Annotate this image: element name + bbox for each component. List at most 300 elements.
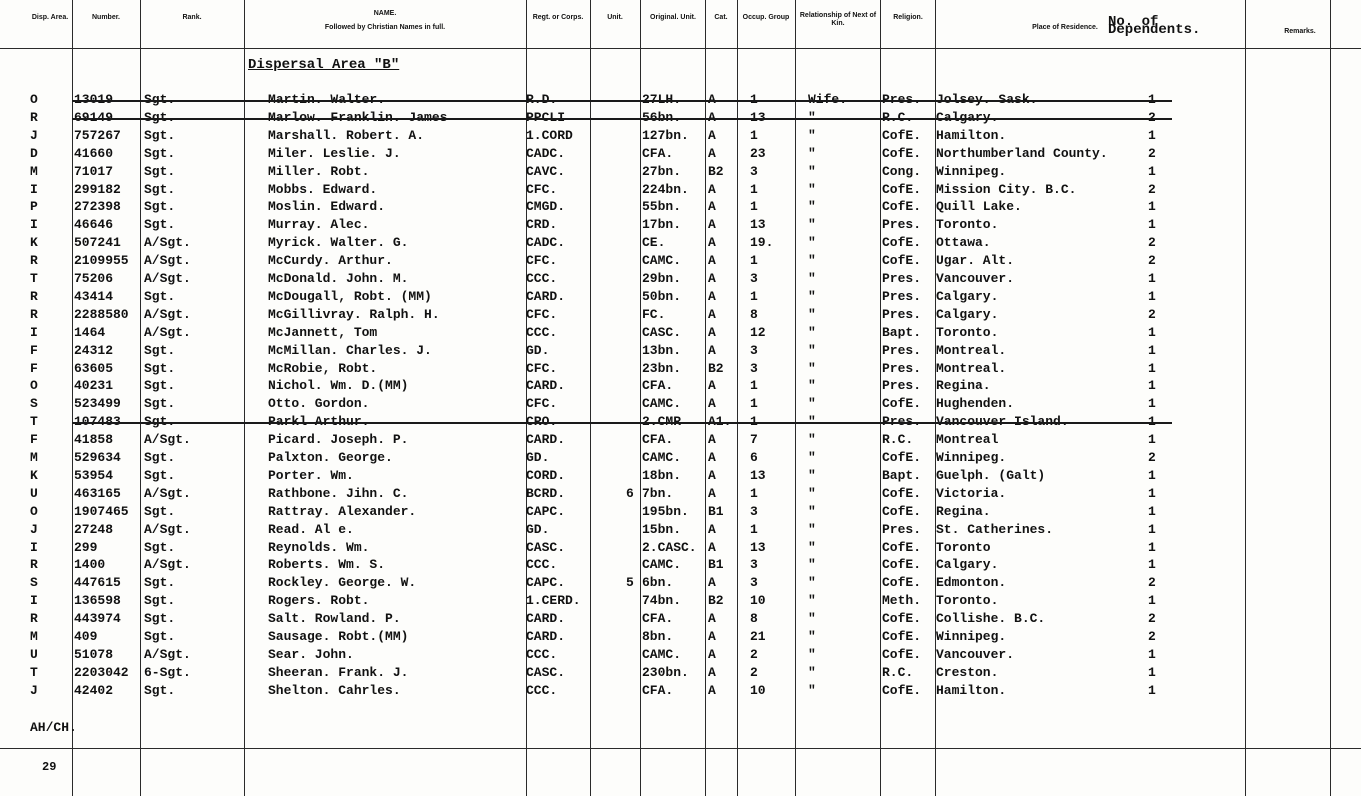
footer-initials: AH/CH.: [30, 720, 77, 735]
row-dependents: 1: [1148, 432, 1156, 448]
row-rank: Sgt.: [144, 593, 176, 609]
row-place: Hamilton.: [936, 682, 1007, 698]
table-row: [0, 128, 1361, 144]
row-dependents: 1: [1148, 396, 1156, 412]
row-dependents: 1: [1148, 521, 1156, 537]
row-rank: Sgt.: [144, 611, 176, 627]
row-occup-group: 1: [750, 288, 758, 304]
row-place: Toronto.: [936, 324, 999, 340]
row-religion: CofE.: [882, 629, 922, 644]
row-number: 42402: [74, 682, 114, 698]
row-religion: R.C.: [882, 432, 914, 448]
row-place: Montreal: [936, 432, 999, 448]
row-relationship: ": [808, 467, 816, 483]
header-disp-area: Disp. Area.: [31, 14, 69, 21]
table-row: [0, 629, 1361, 645]
row-dependents: 2: [1148, 145, 1156, 161]
row-name: McDougall, Robt. (MM): [268, 288, 432, 304]
row-regt: CFC.: [526, 396, 558, 412]
row-original-unit: 50bn.: [642, 288, 682, 304]
row-religion: Pres.: [882, 360, 922, 376]
row-dependents: 2: [1148, 235, 1156, 251]
row-area: M: [30, 629, 38, 644]
row-religion: Pres.: [882, 271, 922, 286]
row-area: M: [30, 450, 38, 465]
header-place: Place of Residence.: [1032, 24, 1098, 31]
row-occup-group: 1: [750, 127, 758, 143]
table-row: [0, 325, 1361, 341]
row-rank: Sgt.: [144, 163, 176, 179]
row-cat: A: [708, 432, 716, 448]
row-rank: A/Sgt.: [144, 324, 191, 340]
row-place: Collishe. B.C.: [936, 611, 1046, 627]
row-number: 1907465: [74, 503, 129, 519]
row-number: 272398: [74, 199, 121, 215]
strikethrough-line: [72, 422, 1172, 424]
row-original-unit: 195bn.: [642, 503, 689, 519]
row-cat: A: [708, 629, 716, 644]
row-religion: CofE.: [882, 646, 922, 662]
row-cat: A: [708, 145, 716, 161]
row-regt: CARD.: [526, 288, 566, 304]
row-occup-group: 19.: [750, 235, 774, 251]
row-unit: 5: [626, 575, 634, 591]
row-number: 507241: [74, 235, 121, 251]
row-original-unit: 55bn.: [642, 199, 682, 215]
row-relationship: ": [808, 485, 816, 501]
row-number: 41660: [74, 145, 114, 161]
row-religion: CofE.: [882, 450, 922, 465]
row-original-unit: CAMC.: [642, 396, 682, 412]
row-place: Guelph. (Galt): [936, 467, 1046, 483]
row-religion: CofE.: [882, 235, 922, 251]
row-area: R: [30, 253, 38, 269]
row-religion: Pres.: [882, 342, 922, 358]
row-original-unit: 18bn.: [642, 467, 682, 483]
row-rank: Sgt.: [144, 217, 176, 233]
row-name: Roberts. Wm. S.: [268, 557, 386, 573]
row-name: Shelton. Cahrles.: [268, 682, 401, 698]
header-occup-group: Occup. Group: [742, 14, 790, 21]
row-occup-group: 3: [750, 557, 758, 573]
row-regt: GD.: [526, 521, 550, 537]
row-area: R: [30, 288, 38, 304]
table-row: [0, 450, 1361, 466]
row-place: Vancouver.: [936, 646, 1015, 662]
row-occup-group: 1: [750, 485, 758, 501]
row-occup-group: 3: [750, 575, 758, 591]
row-relationship: ": [808, 235, 816, 251]
row-name: Palxton. George.: [268, 450, 393, 465]
row-number: 2203042: [74, 664, 129, 680]
row-regt: CMGD.: [526, 199, 566, 215]
row-religion: CofE.: [882, 539, 922, 555]
row-regt: CAPC.: [526, 575, 566, 591]
row-regt: CAVC.: [526, 163, 566, 179]
table-row: [0, 361, 1361, 377]
header-original-unit: Original. Unit.: [650, 14, 696, 21]
row-original-unit: 13bn.: [642, 342, 682, 358]
row-place: Calgary.: [936, 306, 999, 322]
row-name: Miller. Robt.: [268, 163, 370, 179]
row-area: M: [30, 163, 38, 179]
row-dependents: 1: [1148, 360, 1156, 376]
row-relationship: ": [808, 682, 816, 698]
row-place: Toronto.: [936, 217, 999, 233]
row-area: T: [30, 414, 38, 430]
row-name: Rathbone. Jihn. C.: [268, 485, 409, 501]
row-rank: A/Sgt.: [144, 253, 191, 269]
row-area: S: [30, 575, 38, 591]
table-row: [0, 253, 1361, 269]
row-cat: A: [708, 253, 716, 269]
row-original-unit: 6bn.: [642, 575, 674, 591]
row-relationship: ": [808, 288, 816, 304]
table-row: [0, 146, 1361, 162]
row-place: Montreal.: [936, 360, 1007, 376]
row-dependents: 2: [1148, 306, 1156, 322]
row-regt: GD.: [526, 342, 550, 358]
row-dependents: 1: [1148, 342, 1156, 358]
row-regt: CFC.: [526, 306, 558, 322]
row-place: St. Catherines.: [936, 521, 1054, 537]
row-number: 63605: [74, 360, 114, 376]
table-row: [0, 343, 1361, 359]
row-religion: Bapt.: [882, 324, 922, 340]
row-original-unit: CAMC.: [642, 450, 682, 465]
row-relationship: ": [808, 378, 816, 394]
row-rank: Sgt.: [144, 503, 176, 519]
row-number: 40231: [74, 378, 114, 394]
strikethrough-line: [72, 118, 1172, 120]
row-name: McMillan. Charles. J.: [268, 342, 432, 358]
row-rank: Sgt.: [144, 127, 176, 143]
row-relationship: ": [808, 199, 816, 215]
row-regt: CADC.: [526, 235, 566, 251]
row-original-unit: CFA.: [642, 682, 674, 698]
row-name: McJannett, Tom: [268, 324, 378, 340]
row-area: K: [30, 235, 38, 251]
row-cat: A: [708, 539, 716, 555]
row-number: 27248: [74, 521, 114, 537]
row-religion: R.C.: [882, 664, 914, 680]
row-name: Salt. Rowland. P.: [268, 611, 401, 627]
header-name-title: NAME.: [373, 10, 397, 17]
row-area: J: [30, 127, 38, 143]
row-cat: A: [708, 521, 716, 537]
row-name: Miler. Leslie. J.: [268, 145, 401, 161]
row-relationship: ": [808, 217, 816, 233]
row-name: Rockley. George. W.: [268, 575, 417, 591]
row-place: Northumberland County.: [936, 145, 1108, 161]
row-cat: A: [708, 378, 716, 394]
row-original-unit: 27bn.: [642, 163, 682, 179]
row-dependents: 1: [1148, 288, 1156, 304]
row-regt: CARD.: [526, 611, 566, 627]
row-place: Calgary.: [936, 557, 999, 573]
row-area: U: [30, 646, 38, 662]
row-place: Montreal.: [936, 342, 1007, 358]
row-rank: A/Sgt.: [144, 521, 191, 537]
row-regt: CCC.: [526, 271, 558, 286]
header-dependents: No. of Dependents.: [1108, 14, 1201, 38]
table-row: [0, 396, 1361, 412]
row-number: 51078: [74, 646, 114, 662]
header-regt-corps: Regt. or Corps.: [532, 14, 584, 21]
row-original-unit: CASC.: [642, 324, 682, 340]
row-area: R: [30, 109, 38, 125]
row-dependents: 1: [1148, 485, 1156, 501]
header-rank: Rank.: [182, 14, 202, 21]
row-name: McRobie, Robt.: [268, 360, 378, 376]
row-relationship: ": [808, 503, 816, 519]
row-relationship: ": [808, 611, 816, 627]
table-row: [0, 557, 1361, 573]
row-cat: A: [708, 646, 716, 662]
row-original-unit: 17bn.: [642, 217, 682, 233]
row-rank: Sgt.: [144, 342, 176, 358]
row-relationship: ": [808, 181, 816, 197]
row-name: McGillivray. Ralph. H.: [268, 306, 440, 322]
row-regt: CFC.: [526, 181, 558, 197]
row-regt: CCC.: [526, 557, 558, 573]
row-relationship: ": [808, 396, 816, 412]
row-religion: CofE.: [882, 682, 922, 698]
table-row: [0, 414, 1361, 430]
row-relationship: ": [808, 629, 816, 644]
row-area: I: [30, 181, 38, 197]
row-relationship: ": [808, 127, 816, 143]
row-original-unit: CFA.: [642, 611, 674, 627]
row-rank: Sgt.: [144, 360, 176, 376]
row-occup-group: 2: [750, 664, 758, 680]
row-place: Winnipeg.: [936, 450, 1007, 465]
row-cat: A: [708, 235, 716, 251]
row-number: 1464: [74, 324, 106, 340]
row-place: Victoria.: [936, 485, 1007, 501]
row-occup-group: 1: [750, 521, 758, 537]
row-dependents: 2: [1148, 450, 1156, 465]
row-cat: A: [708, 342, 716, 358]
row-name: McDonald. John. M.: [268, 271, 409, 286]
row-occup-group: 2: [750, 646, 758, 662]
row-regt: CARD.: [526, 629, 566, 644]
row-rank: Sgt.: [144, 288, 176, 304]
row-name: Porter. Wm.: [268, 467, 354, 483]
row-area: F: [30, 342, 38, 358]
row-occup-group: 1: [750, 378, 758, 394]
row-occup-group: 1: [750, 199, 758, 215]
header-remarks: Remarks.: [1284, 28, 1316, 35]
row-dependents: 1: [1148, 163, 1156, 179]
row-religion: Bapt.: [882, 467, 922, 483]
row-regt: CAPC.: [526, 503, 566, 519]
row-rank: Sgt.: [144, 629, 176, 644]
row-religion: CofE.: [882, 127, 922, 143]
row-occup-group: 3: [750, 163, 758, 179]
row-area: U: [30, 485, 38, 501]
row-place: Toronto.: [936, 593, 999, 609]
row-dependents: 2: [1148, 611, 1156, 627]
row-religion: Pres.: [882, 288, 922, 304]
row-area: D: [30, 145, 38, 161]
row-cat: B2: [708, 163, 724, 179]
row-relationship: ": [808, 145, 816, 161]
row-relationship: ": [808, 646, 816, 662]
row-original-unit: 224bn.: [642, 181, 689, 197]
row-original-unit: CAMC.: [642, 253, 682, 269]
row-area: J: [30, 682, 38, 698]
row-name: Marshall. Robert. A.: [268, 127, 425, 143]
row-occup-group: 1: [750, 396, 758, 412]
row-religion: CofE.: [882, 557, 922, 573]
row-original-unit: CAMC.: [642, 557, 682, 573]
row-place: Winnipeg.: [936, 163, 1007, 179]
row-dependents: 1: [1148, 682, 1156, 698]
row-relationship: ": [808, 593, 816, 609]
row-dependents: 2: [1148, 181, 1156, 197]
row-rank: Sgt.: [144, 199, 176, 215]
row-name: Murray. Alec.: [268, 217, 370, 233]
table-row: [0, 683, 1361, 699]
row-regt: BCRD.: [526, 485, 566, 501]
row-regt: CCC.: [526, 324, 558, 340]
row-place: Ottawa.: [936, 235, 991, 251]
row-number: 529634: [74, 450, 121, 465]
row-original-unit: CFA.: [642, 145, 674, 161]
row-cat: A: [708, 288, 716, 304]
row-regt: CADC.: [526, 145, 566, 161]
row-cat: A: [708, 271, 716, 286]
row-rank: Sgt.: [144, 450, 176, 465]
row-original-unit: CFA.: [642, 378, 674, 394]
row-area: T: [30, 664, 38, 680]
row-number: 523499: [74, 396, 121, 412]
row-dependents: 1: [1148, 127, 1156, 143]
row-occup-group: 6: [750, 450, 758, 465]
row-dependents: 1: [1148, 539, 1156, 555]
row-rank: A/Sgt.: [144, 485, 191, 501]
row-relationship: ": [808, 539, 816, 555]
table-row: [0, 164, 1361, 180]
row-cat: A: [708, 664, 716, 680]
row-place: Quill Lake.: [936, 199, 1022, 215]
row-number: 46646: [74, 217, 114, 233]
row-rank: Sgt.: [144, 467, 176, 483]
row-cat: B1: [708, 503, 724, 519]
row-occup-group: 21: [750, 629, 766, 644]
row-occup-group: 8: [750, 611, 758, 627]
row-dependents: 1: [1148, 271, 1156, 286]
strikethrough-line: [72, 100, 1172, 102]
row-number: 2288580: [74, 306, 129, 322]
row-occup-group: 3: [750, 342, 758, 358]
row-original-unit: CFA.: [642, 432, 674, 448]
row-name: Reynolds. Wm.: [268, 539, 370, 555]
row-rank: A/Sgt.: [144, 557, 191, 573]
table-row: [0, 486, 1361, 502]
row-number: 2109955: [74, 253, 129, 269]
row-number: 447615: [74, 575, 121, 591]
row-religion: Pres.: [882, 521, 922, 537]
row-religion: CofE.: [882, 485, 922, 501]
table-row: [0, 504, 1361, 520]
row-relationship: ": [808, 575, 816, 591]
row-occup-group: 23: [750, 145, 766, 161]
row-area: R: [30, 306, 38, 322]
row-rank: Sgt.: [144, 682, 176, 698]
row-religion: CofE.: [882, 199, 922, 215]
row-original-unit: CAMC.: [642, 646, 682, 662]
row-dependents: 1: [1148, 664, 1156, 680]
row-dependents: 1: [1148, 324, 1156, 340]
row-cat: A: [708, 306, 716, 322]
row-occup-group: 1: [750, 253, 758, 269]
table-row: [0, 217, 1361, 233]
row-dependents: 1: [1148, 557, 1156, 573]
row-name: Rattray. Alexander.: [268, 503, 417, 519]
row-original-unit: 23bn.: [642, 360, 682, 376]
row-rank: Sgt.: [144, 145, 176, 161]
table-row: [0, 289, 1361, 305]
row-area: J: [30, 521, 38, 537]
row-regt: CFC.: [526, 360, 558, 376]
row-area: I: [30, 217, 38, 233]
row-area: I: [30, 324, 38, 340]
row-rank: A/Sgt.: [144, 432, 191, 448]
row-area: F: [30, 432, 38, 448]
table-row: [0, 647, 1361, 663]
row-relationship: ": [808, 432, 816, 448]
table-row: [0, 307, 1361, 323]
row-number: 75206: [74, 271, 114, 286]
table-row: [0, 575, 1361, 591]
row-area: S: [30, 396, 38, 412]
row-name: Sausage. Robt.(MM): [268, 629, 409, 644]
row-number: 443974: [74, 611, 121, 627]
row-cat: A: [708, 324, 716, 340]
row-name: Rogers. Robt.: [268, 593, 370, 609]
row-cat: A: [708, 485, 716, 501]
row-number: 463165: [74, 485, 121, 501]
row-occup-group: 3: [750, 360, 758, 376]
row-place: Toronto: [936, 539, 991, 555]
row-religion: CofE.: [882, 611, 922, 627]
header-name: [246, 10, 524, 32]
row-rank: 6-Sgt.: [144, 664, 191, 680]
row-cat: A: [708, 575, 716, 591]
row-religion: Pres.: [882, 306, 922, 322]
row-number: 24312: [74, 342, 114, 358]
row-occup-group: 8: [750, 306, 758, 322]
table-row: [0, 468, 1361, 484]
row-occup-group: 10: [750, 682, 766, 698]
row-regt: CORD.: [526, 467, 566, 483]
table-row: [0, 611, 1361, 627]
row-original-unit: 127bn.: [642, 127, 689, 143]
row-dependents: 1: [1148, 378, 1156, 394]
row-cat: A: [708, 611, 716, 627]
row-regt: CFC.: [526, 253, 558, 269]
table-row: [0, 92, 1361, 108]
row-number: 43414: [74, 288, 114, 304]
row-dependents: 2: [1148, 629, 1156, 644]
row-relationship: ": [808, 664, 816, 680]
row-number: 299182: [74, 181, 121, 197]
row-religion: CofE.: [882, 575, 922, 591]
row-cat: A: [708, 181, 716, 197]
row-religion: CofE.: [882, 503, 922, 519]
